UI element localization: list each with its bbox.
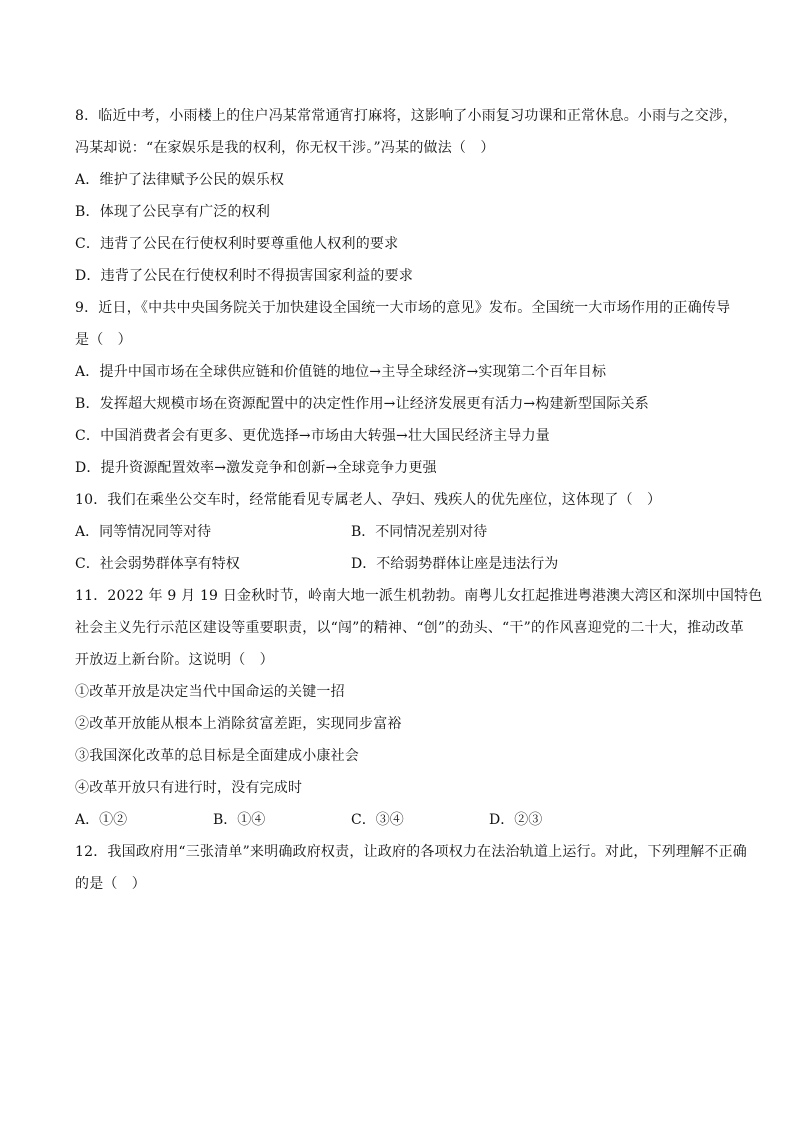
question-10-option-a: A．同等情况同等对待 [75, 524, 212, 540]
question-11-statement-1: ①改革开放是决定当代中国命运的关键一招 [75, 684, 345, 700]
question-10-stem-line-1: 10．我们在乘坐公交车时，经常能看见专属老人、孕妇、残疾人的优先座位，这体现了（ ） [75, 492, 662, 508]
question-9-option-b: B．发挥超大规模市场在资源配置中的决定性作用→让经济发展更有活力→构建新型国际关系 [75, 396, 649, 412]
question-11-statement-2: ②改革开放能从根本上消除贫富差距，实现同步富裕 [75, 716, 402, 732]
question-8-option-c: C．违背了公民在行使权利时要尊重他人权利的要求 [75, 236, 399, 252]
question-9 [75, 292, 731, 484]
question-11-statement-4: ④改革开放只有进行时，没有完成时 [75, 780, 303, 796]
question-11-stem-line-3: 开放迈上新台阶。这说明（ ） [75, 652, 274, 668]
question-8-stem-line-2: 冯某却说：“在家娱乐是我的权利，你无权干涉。”冯某的做法（ ） [75, 140, 495, 156]
question-9-stem-line-1: 9．近日，《中共中央国务院关于加快建设全国统一大市场的意见》发布。全国统一大市场作用的正确传导 [75, 300, 731, 316]
question-12 [75, 836, 747, 900]
question-8-option-d: D．违背了公民在行使权利时不得损害国家利益的要求 [75, 268, 414, 284]
question-8-option-a: A．维护了法律赋予公民的娱乐权 [75, 172, 285, 188]
question-9-option-c: C．中国消费者会有更多、更优选择→市场由大转强→壮大国民经济主导力量 [75, 428, 550, 444]
question-11-option-d: D．②③ [489, 812, 543, 828]
question-9-stem-line-2: 是（ ） [75, 332, 132, 348]
question-9-option-a: A．提升中国市场在全球供应链和价值链的地位→主导全球经济→实现第二个百年目标 [75, 364, 607, 380]
question-11-statement-3: ③我国深化改革的总目标是全面建成小康社会 [75, 748, 359, 764]
question-8 [75, 100, 738, 292]
question-11-option-row [75, 804, 725, 836]
question-10-option-d: D．不给弱势群体让座是违法行为 [351, 556, 559, 572]
question-9-option-d: D．提升资源配置效率→激发竞争和创新→全球竞争力更强 [75, 460, 437, 476]
question-12-stem-line-1: 12．我国政府用“三张清单”来明确政府权责，让政府的各项权力在法治轨道上运行。对此，下列理解不正确 [75, 844, 747, 860]
question-11-option-b: B．①④ [213, 812, 266, 828]
question-12-stem-line-2: 的是（ ） [75, 876, 146, 892]
question-8-stem-line-1: 8．临近中考，小雨楼上的住户冯某常常通宵打麻将，这影响了小雨复习功课和正常休息。小雨与之交涉， [75, 108, 738, 124]
question-11-stem-line-1: 11．2022 年 9 月 19 日金秋时节，岭南大地一派生机勃勃。南粤儿女扛起推进粤港澳大湾区和深圳中国特色 [75, 588, 763, 604]
question-11-option-c: C．③④ [351, 812, 404, 828]
question-10-option-row-2 [75, 548, 725, 580]
question-11-stem-line-2: 社会主义先行示范区建设等重要职责，以“闯”的精神、“创”的劲头、“干”的作风喜迎党的二十大，推动改革 [75, 620, 744, 636]
question-10 [75, 484, 725, 580]
question-10-option-c: C．社会弱势群体享有特权 [75, 556, 240, 572]
question-8-option-b: B．体现了公民享有广泛的权利 [75, 204, 271, 220]
question-10-option-row-1 [75, 516, 725, 548]
question-11 [75, 580, 763, 836]
question-10-option-b: B．不同情况差别对待 [351, 524, 488, 540]
question-11-option-a: A．①② [75, 812, 128, 828]
question-list [75, 100, 763, 900]
